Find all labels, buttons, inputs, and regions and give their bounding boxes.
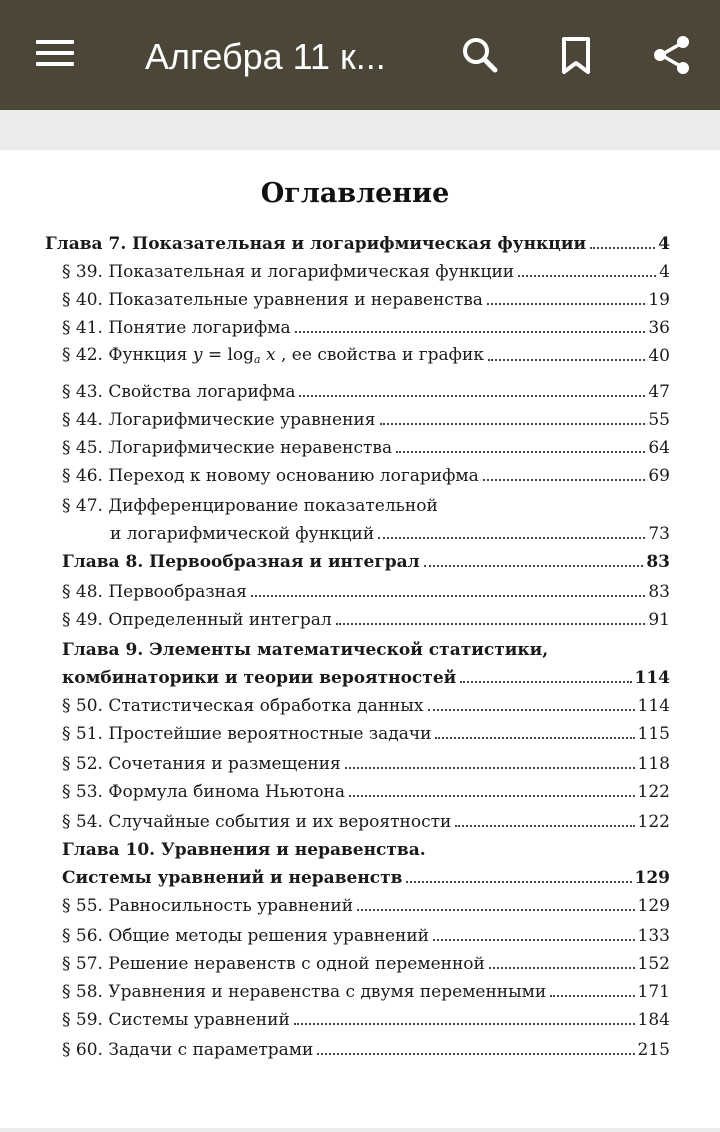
dot-leader	[550, 995, 634, 997]
toc-entry-title: § 43. Свойства логарифма	[62, 382, 296, 402]
toc-entry	[62, 340, 670, 366]
toc-page-number: 152	[637, 954, 670, 974]
toc-page-number: 114	[634, 668, 670, 688]
toc-entry	[62, 1034, 670, 1060]
dot-leader	[349, 795, 635, 797]
dot-leader	[396, 451, 645, 453]
dot-leader	[299, 395, 645, 397]
toc-entry-title: § 57. Решение неравенств с одной переменной	[62, 954, 485, 974]
toc-page-number: 83	[648, 582, 670, 602]
toc-page-number: 114	[637, 696, 670, 716]
dot-leader	[460, 681, 631, 683]
toc-page-number: 133	[637, 926, 670, 946]
toc-entry	[62, 312, 670, 338]
toc-entry	[62, 256, 670, 282]
toc-page-number: 83	[646, 552, 670, 572]
toc-entry-title: § 52. Сочетания и размещения	[62, 754, 341, 774]
toc-title-prefix: § 42. Функция	[62, 345, 193, 365]
formula-base: a	[254, 353, 261, 366]
share-icon[interactable]	[647, 30, 697, 80]
toc-entry	[62, 546, 670, 572]
formula-log: = log	[202, 345, 255, 365]
toc-entry-title: § 40. Показательные уравнения и неравенства	[62, 290, 483, 310]
dot-leader	[435, 737, 634, 739]
toc-page-number: 115	[637, 724, 670, 744]
dot-leader	[433, 939, 635, 941]
toc-page-number: 184	[637, 1010, 670, 1030]
toc-entry-title: Глава 7. Показательная и логарифмическая функции	[45, 234, 587, 254]
toc-page-number: 36	[648, 318, 670, 338]
toc-entry-title: Глава 10. Уравнения и неравенства.	[62, 840, 426, 860]
toc-entry	[62, 460, 670, 486]
search-icon[interactable]	[455, 30, 505, 80]
toc-entry-title: § 55. Равносильность уравнений	[62, 896, 354, 916]
document-page[interactable]	[0, 150, 720, 1128]
toc-entry	[62, 690, 670, 716]
toc-entry	[62, 604, 670, 630]
toc-entry	[62, 776, 670, 802]
dot-leader	[424, 565, 644, 567]
toc-page-number: 4	[658, 234, 670, 254]
dot-leader	[488, 359, 645, 361]
toc-page-number: 4	[659, 262, 670, 282]
toc-entry-title: § 54. Случайные события и их вероятности	[62, 812, 452, 832]
app-bar	[0, 0, 720, 110]
dot-leader	[378, 537, 645, 539]
toc-page-number: 55	[648, 410, 670, 430]
toc-entry-title: § 59. Системы уравнений	[62, 1010, 290, 1030]
toc-entry	[62, 634, 670, 660]
dot-leader	[428, 709, 635, 711]
toc-entry	[45, 228, 670, 254]
toc-page-number: 122	[637, 812, 670, 832]
dot-leader	[487, 303, 645, 305]
dot-leader	[406, 881, 631, 883]
toc-entry	[62, 920, 670, 946]
toc-entry-title: § 47. Дифференцирование показательной	[62, 496, 438, 516]
dot-leader	[483, 479, 646, 481]
toc-entry-title: § 50. Статистическая обработка данных	[62, 696, 424, 716]
toc-entry	[62, 662, 670, 688]
toc-page-number: 129	[634, 868, 670, 888]
toc-entry-title: § 49. Определенный интеграл	[62, 610, 332, 630]
toc-entry-title: § 44. Логарифмические уравнения	[62, 410, 376, 430]
hamburger-menu-icon[interactable]	[26, 30, 86, 80]
toc-page-number: 40	[648, 346, 670, 366]
formula-y: y	[192, 345, 203, 365]
dot-leader	[345, 767, 635, 769]
toc-page-number: 171	[637, 982, 670, 1002]
dot-leader	[489, 967, 635, 969]
toc-entry-title: § 53. Формула бинома Ньютона	[62, 782, 346, 802]
toc-entry	[62, 432, 670, 458]
toc-entry	[62, 404, 670, 430]
toc-entry-title: § 46. Переход к новому основанию логарифма	[62, 466, 479, 486]
toc-entry	[62, 834, 670, 860]
toc-entry-title: § 48. Первообразная	[62, 582, 247, 602]
toc-entry-title: § 58. Уравнения и неравенства с двумя переменными	[62, 982, 547, 1002]
dot-leader	[295, 331, 646, 333]
formula-x: x	[260, 345, 276, 365]
dot-leader	[518, 275, 656, 277]
toc-entry-title: Системы уравнений и неравенств	[62, 868, 403, 888]
dot-leader	[590, 247, 655, 249]
toc-page-number: 64	[648, 438, 670, 458]
toc-page-number: 47	[648, 382, 670, 402]
toc-entry	[62, 490, 670, 516]
toc-entry-title: Глава 9. Элементы математической статистики,	[62, 640, 549, 660]
dot-leader	[317, 1053, 634, 1055]
toc-entry-title	[62, 345, 484, 366]
bookmark-icon[interactable]	[551, 30, 601, 80]
toc-entry-title: § 60. Задачи с параметрами	[62, 1040, 314, 1060]
toc-entry-title: Глава 8. Первообразная и интеграл	[62, 552, 420, 572]
toc-entry-title: § 45. Логарифмические неравенства	[62, 438, 393, 458]
dot-leader	[251, 595, 645, 597]
dot-leader	[294, 1023, 635, 1025]
toc-page-number: 215	[637, 1040, 670, 1060]
toc-entry	[62, 376, 670, 402]
toc-entry	[110, 518, 670, 544]
toc-entry	[62, 976, 670, 1002]
toc-entry	[62, 862, 670, 888]
toc-entry-title: § 51. Простейшие вероятностные задачи	[62, 724, 432, 744]
table-of-contents	[0, 150, 720, 1128]
dot-leader	[455, 825, 634, 827]
toc-page-number: 118	[637, 754, 670, 774]
dot-leader	[336, 623, 646, 625]
toc-entry	[62, 1004, 670, 1030]
toc-entry	[62, 806, 670, 832]
toc-entry	[62, 718, 670, 744]
toc-page-number: 91	[648, 610, 670, 630]
toc-entry-title: § 41. Понятие логарифма	[62, 318, 291, 338]
toc-entry-title: и логарифмической функций	[110, 524, 375, 544]
toc-entry-title: комбинаторики и теории вероятностей	[62, 668, 457, 688]
page-title: Оглавление	[260, 178, 450, 209]
toc-entry	[62, 890, 670, 916]
toc-entry	[62, 748, 670, 774]
dot-leader	[357, 909, 634, 911]
toc-entry	[62, 576, 670, 602]
toc-page-number: 129	[637, 896, 670, 916]
toc-page-number: 73	[648, 524, 670, 544]
toc-page-number: 69	[648, 466, 670, 486]
toc-title-suffix: , ее свойства и график	[275, 345, 484, 365]
toc-page-number: 122	[637, 782, 670, 802]
toc-entry	[62, 948, 670, 974]
app-title: Алгебра 11 к...	[145, 36, 386, 77]
toc-entry	[62, 284, 670, 310]
toc-entry-title: § 39. Показательная и логарифмическая функции	[62, 262, 515, 282]
page-gap	[0, 110, 720, 150]
dot-leader	[380, 423, 646, 425]
toc-page-number: 19	[648, 290, 670, 310]
toc-entry-title: § 56. Общие методы решения уравнений	[62, 926, 430, 946]
